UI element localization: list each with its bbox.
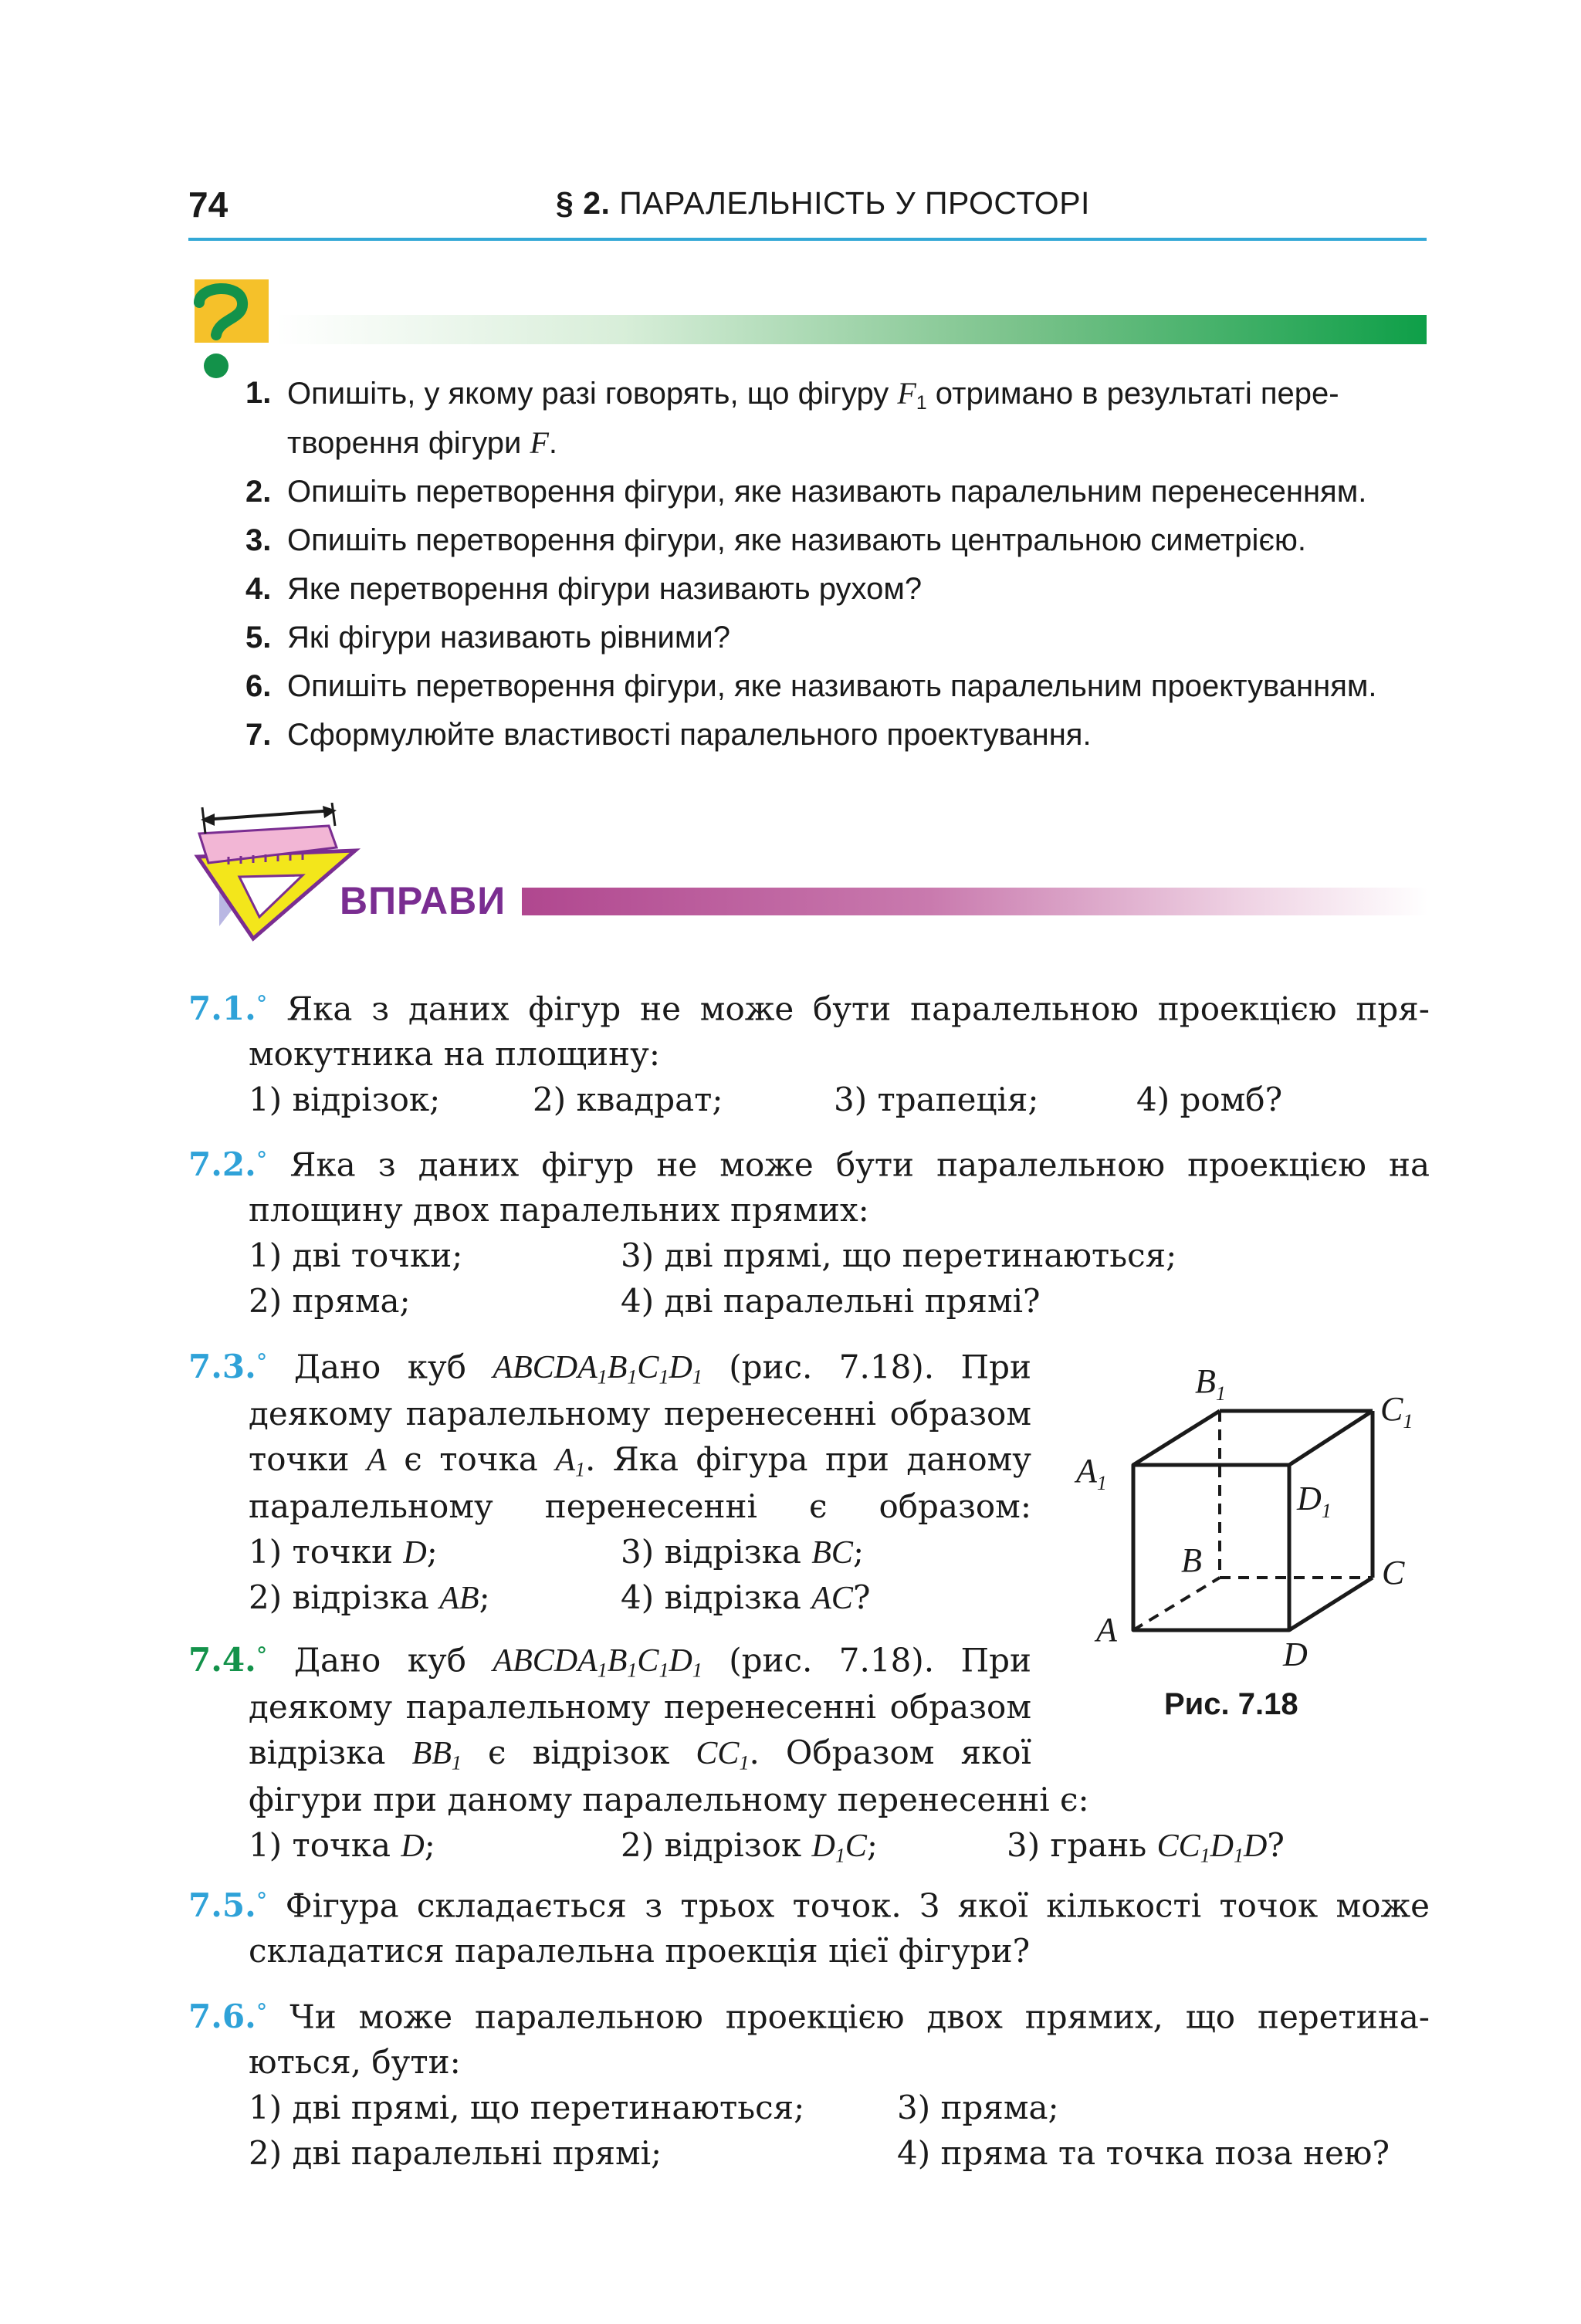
option: 2) відрізок $D_1C$; <box>621 1826 879 1867</box>
exercise-text: Чи може паралельною проекцією двох прямих, що перетина- <box>289 1998 1430 2036</box>
option: 3) грань $CC_1D_1D$? <box>1007 1826 1285 1867</box>
option: 1) точка D; <box>249 1826 435 1865</box>
question-text: Яке перетворення фігури називають рухом? <box>287 572 923 606</box>
question-number: 4. <box>245 572 272 606</box>
exercise-number: 7.3.° <box>188 1348 268 1386</box>
question-number: 5. <box>245 621 272 655</box>
option: 1) дві прямі, що перетинаються; <box>249 2089 805 2127</box>
exercise-text: ються, бути: <box>249 2043 461 2082</box>
question-6 <box>245 662 1434 711</box>
exercise-7-4: 7.4.° Дано куб $ABCDA_1B_1C_1D_1$ (рис. 7.18). При деякому паралельному перенесенні образом відрізка $BB_1$ є відрізок $CC_1$. Образом якої фігури при даному паралельному перенесенні є: 1) точка D; 2) відрізок $D_1C$; 3) грань $CC_1D_1D$? <box>188 1633 1430 1868</box>
exercise-options <box>188 2085 1430 2130</box>
exercise-number: 7.1.° <box>188 989 268 1028</box>
option: 1) відрізок; <box>249 1081 441 1119</box>
exercises-bar <box>522 888 1428 915</box>
exercise-7-5 <box>188 1879 1430 1974</box>
option: 3) трапеція; <box>834 1081 1039 1119</box>
exercise-options <box>188 1575 1031 1620</box>
exercise-7-6 <box>188 1990 1430 2176</box>
option: 2) квадрат; <box>533 1081 723 1119</box>
exercise-text: Яка з даних фігур не може бути паралельною проекцією пря- <box>286 989 1430 1028</box>
question-text: Опишіть перетворення фігури, яке називають паралельним проектуванням. <box>287 669 1377 703</box>
exercise-text: Яка з даних фігур не може бути паралельною проекцією на <box>289 1145 1430 1184</box>
option: 4) відрізка AC? <box>621 1578 871 1617</box>
header-rule <box>188 238 1427 241</box>
exercise-options <box>188 1529 1031 1575</box>
exercise-7-3: 7.3.° Дано куб $ABCDA_1B_1C_1D_1$ (рис. 7.18). При деякому паралельному перенесенні образом точки A є точка $A_1$. Яка фігура при даному паралельному перенесенні є образом: 1) точки D; 3) відрізка BC; 2) відрізка AB; 4) відрізка AC? <box>188 1340 1031 1620</box>
question-text: творення фігури <box>287 426 530 460</box>
cube-front-face <box>1133 1465 1289 1630</box>
exercise-number: 7.5.° <box>188 1886 268 1925</box>
label-D: D <box>1283 1636 1308 1673</box>
question-number: 2. <box>245 475 272 509</box>
exercise-text: мокутника на площину: <box>249 1035 661 1074</box>
option: 4) пряма та точка поза нею? <box>897 2134 1390 2173</box>
question-7 <box>245 711 1434 759</box>
math-var: F <box>897 376 916 411</box>
exercise-text: Фігура складається з трьох точок. З якої кількості точок може <box>285 1886 1430 1925</box>
label-D1: $D_1$ <box>1297 1480 1332 1522</box>
question-number: 7. <box>245 718 272 752</box>
math-cube-name: $ABCDA_1B_1C_1D_1$ <box>493 1350 702 1389</box>
question-text: Опишіть перетворення фігури, яке називають паралельним перенесенням. <box>287 475 1367 509</box>
option: 3) пряма; <box>897 2089 1059 2127</box>
exercise-options <box>188 1278 1430 1324</box>
exercise-text: фігури при даному паралельному перенесенні є: <box>249 1781 1089 1819</box>
exercise-text: складатися паралельна проекція цієї фігури? <box>249 1932 1031 1970</box>
question-text: Які фігури називають рівними? <box>287 621 730 655</box>
exercises-title: ВПРАВИ <box>340 879 506 922</box>
question-2 <box>245 468 1434 516</box>
option: 2) відрізка AB; <box>249 1578 490 1617</box>
label-B1: $B_1$ <box>1195 1362 1226 1405</box>
question-number: 3. <box>245 523 272 557</box>
questions-bar <box>276 315 1427 344</box>
math-sub: 1 <box>916 392 927 414</box>
label-A: A <box>1096 1611 1117 1649</box>
option: 2) дві паралельні прямі; <box>249 2134 662 2173</box>
exercise-number: 7.2.° <box>188 1145 268 1184</box>
section-mark: § 2. <box>556 185 611 221</box>
exercise-text: деякому паралельному перенесенні образом <box>249 1395 1031 1433</box>
option: 1) точки D; <box>249 1533 438 1571</box>
exercise-options <box>188 1077 1430 1122</box>
option: 3) дві прямі, що перетинаються; <box>621 1236 1177 1275</box>
section-title <box>556 185 1090 222</box>
ruler-triangle-icon <box>182 803 364 945</box>
question-text: Опишіть перетворення фігури, яке називають центральною симетрією. <box>287 523 1306 557</box>
exercise-text: площину двох паралельних прямих: <box>249 1191 869 1230</box>
option: 2) пряма; <box>249 1282 411 1321</box>
figure-caption: Рис. 7.18 <box>1164 1687 1298 1721</box>
option: 4) ромб? <box>1136 1081 1283 1119</box>
exercise-options <box>188 2130 1430 2176</box>
label-C1: $C_1$ <box>1380 1390 1413 1433</box>
question-number: 1. <box>245 376 272 410</box>
option: 4) дві паралельні прямі? <box>621 1282 1041 1321</box>
question-text: отримано в результаті пере- <box>926 377 1339 411</box>
exercise-options <box>188 1233 1430 1278</box>
question-text: Опишіть, у якому разі говорять, що фігуру <box>287 377 898 411</box>
label-C: C <box>1382 1554 1405 1592</box>
section-title-text: ПАРАЛЕЛЬНІСТЬ У ПРОСТОРІ <box>619 185 1090 221</box>
option: 3) відрізка BC; <box>621 1533 865 1571</box>
exercise-7-2 <box>188 1138 1430 1324</box>
exercise-options <box>188 1822 1430 1868</box>
question-text: Сформулюйте властивості паралельного проектування. <box>287 718 1092 752</box>
exercise-text: відрізка $BB_1$ є відрізок $CC_1$. Образом якої <box>249 1734 1031 1774</box>
label-A1: $A_1$ <box>1076 1452 1107 1494</box>
question-number: 6. <box>245 669 272 703</box>
math-var: F <box>530 425 549 460</box>
question-1 <box>245 369 1434 468</box>
option: 1) дві точки; <box>249 1236 463 1275</box>
question-5 <box>245 614 1434 662</box>
exercise-text: паралельному перенесенні є образом: <box>249 1487 1031 1526</box>
exercise-7-1 <box>188 982 1430 1122</box>
exercise-number: 7.4.° <box>188 1641 268 1680</box>
cube-figure <box>1065 1351 1436 1675</box>
question-text: . <box>548 426 558 460</box>
question-4 <box>245 565 1434 614</box>
math-cube-name: $ABCDA_1B_1C_1D_1$ <box>493 1643 702 1682</box>
exercise-number: 7.6.° <box>188 1998 268 2036</box>
exercise-text: точки A є точка $A_1$. Яка фігура при даному <box>249 1440 1031 1481</box>
questions-list <box>245 369 1434 759</box>
question-3 <box>245 516 1434 565</box>
label-B: B <box>1181 1541 1202 1579</box>
exercise-text: деякому паралельному перенесенні образом <box>249 1688 1031 1727</box>
page-number: 74 <box>188 184 229 225</box>
